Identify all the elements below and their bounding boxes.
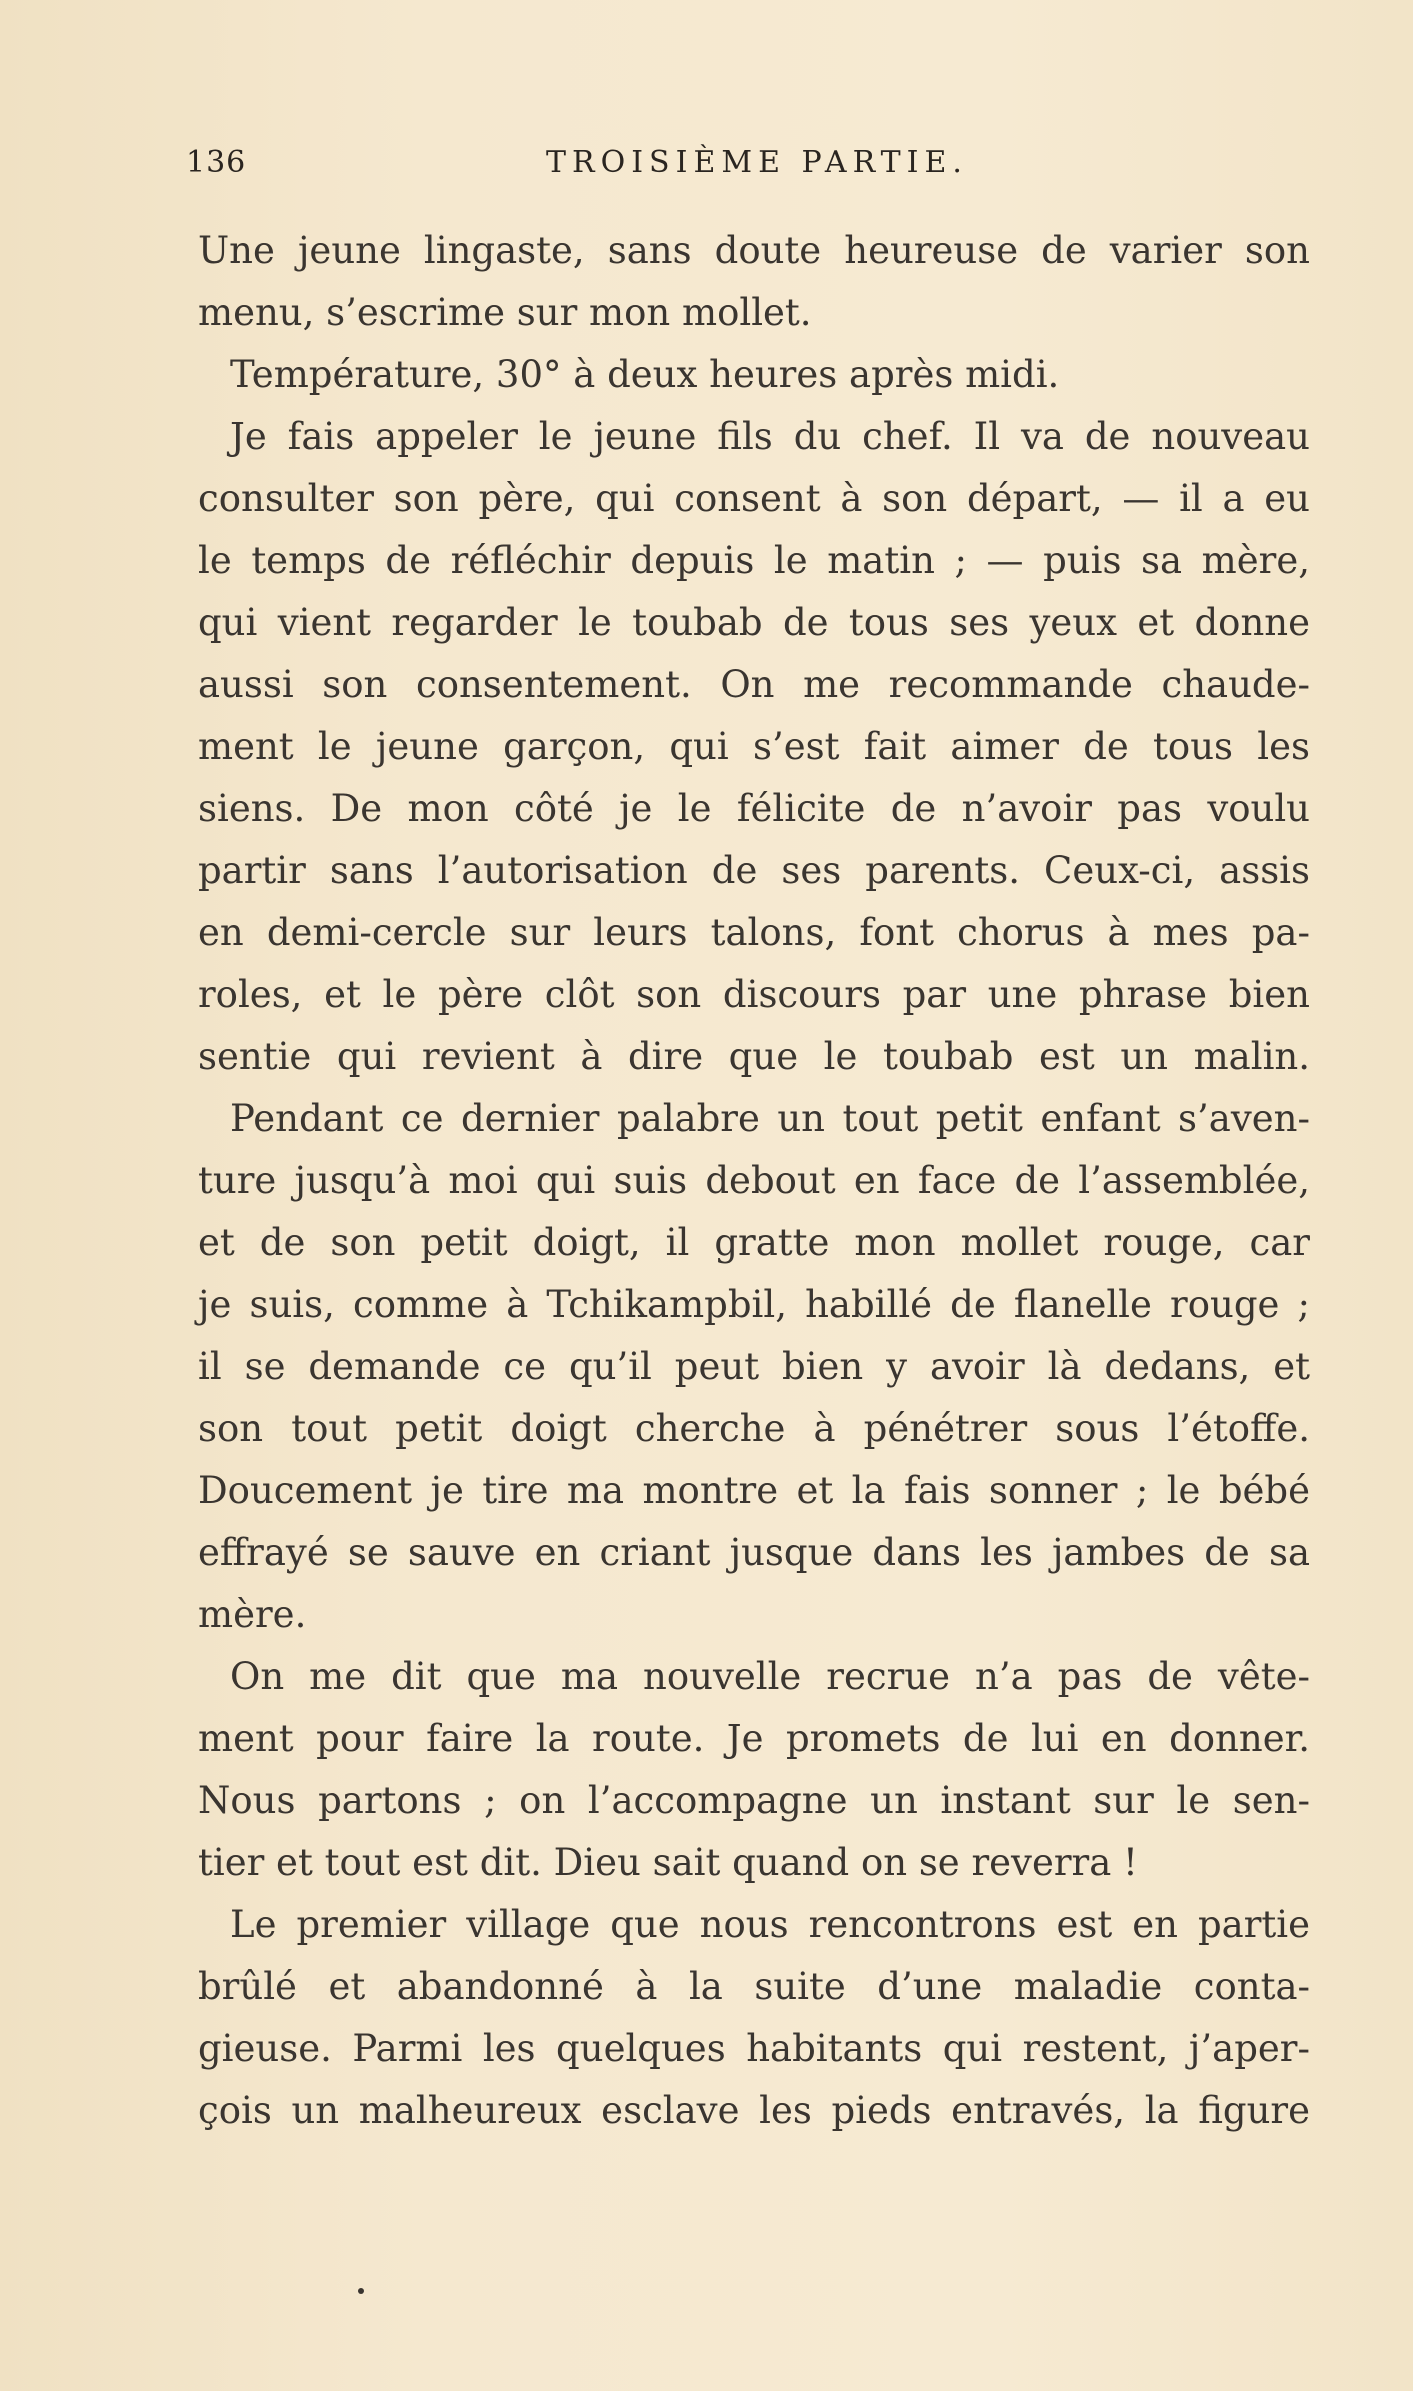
text-line: Doucement je tire ma montre et la fais sonner ; le bébé [198, 1469, 1310, 1512]
text-line: çois un malheureux esclave les pieds entravés, la figure [198, 2089, 1310, 2132]
text-line: siens. De mon côté je le félicite de n’avoir pas voulu [198, 787, 1310, 830]
text-line: consulter son père, qui consent à son départ, — il a eu [198, 477, 1310, 520]
text-line: roles, et le père clôt son discours par une phrase bien [198, 973, 1310, 1016]
text-line: son tout petit doigt cherche à pénétrer sous l’étoffe. [198, 1407, 1310, 1450]
ink-speck [358, 2288, 364, 2294]
text-line: brûlé et abandonné à la suite d’une maladie conta- [198, 1965, 1310, 2008]
text-line: On me dit que ma nouvelle recrue n’a pas de vête- [230, 1655, 1310, 1698]
text-line: sentie qui revient à dire que le toubab est un malin. [198, 1035, 1310, 1078]
text-line: Nous partons ; on l’accompagne un instant sur le sen- [198, 1779, 1310, 1822]
text-line: aussi son consentement. On me recommande chaude- [198, 663, 1310, 706]
text-line: Je fais appeler le jeune fils du chef. Il va de nouveau [230, 415, 1310, 458]
text-line: Une jeune lingaste, sans doute heureuse de varier son [198, 229, 1310, 272]
text-line: tier et tout est dit. Dieu sait quand on se reverra ! [198, 1841, 1138, 1884]
text-line: partir sans l’autorisation de ses parents. Ceux-ci, assis [198, 849, 1310, 892]
text-line: il se demande ce qu’il peut bien y avoir là dedans, et [198, 1345, 1310, 1388]
body-text [198, 220, 1310, 2142]
paragraph [198, 344, 1310, 406]
paragraph [198, 406, 1310, 1088]
page-number: 136 [186, 145, 247, 180]
paragraph [198, 1894, 1310, 2142]
text-line: gieuse. Parmi les quelques habitants qui restent, j’aper- [198, 2027, 1310, 2070]
text-line: le temps de réfléchir depuis le matin ; — puis sa mère, [198, 539, 1310, 582]
page-header [186, 145, 1316, 195]
text-line: mère. [198, 1593, 307, 1636]
text-line: Le premier village que nous rencontrons est en partie [230, 1903, 1310, 1946]
text-line: Température, 30° à deux heures après midi. [230, 353, 1060, 396]
paragraph [198, 220, 1310, 344]
text-line: je suis, comme à Tchikampbil, habillé de flanelle rouge ; [198, 1283, 1310, 1326]
text-line: menu, s’escrime sur mon mollet. [198, 291, 812, 334]
paragraph [198, 1088, 1310, 1646]
text-line: ment le jeune garçon, qui s’est fait aimer de tous les [198, 725, 1310, 768]
text-line: Pendant ce dernier palabre un tout petit enfant s’aven- [230, 1097, 1310, 1140]
text-line: ture jusqu’à moi qui suis debout en face de l’assemblée, [198, 1159, 1310, 1202]
text-line: ment pour faire la route. Je promets de lui en donner. [198, 1717, 1310, 1760]
text-line: effrayé se sauve en criant jusque dans les jambes de sa [198, 1531, 1310, 1574]
text-line: et de son petit doigt, il gratte mon mollet rouge, car [198, 1221, 1310, 1264]
text-line: en demi-cercle sur leurs talons, font chorus à mes pa- [198, 911, 1310, 954]
paragraph [198, 1646, 1310, 1894]
text-line: qui vient regarder le toubab de tous ses yeux et donne [198, 601, 1310, 644]
running-head: TROISIÈME PARTIE. [546, 145, 968, 180]
